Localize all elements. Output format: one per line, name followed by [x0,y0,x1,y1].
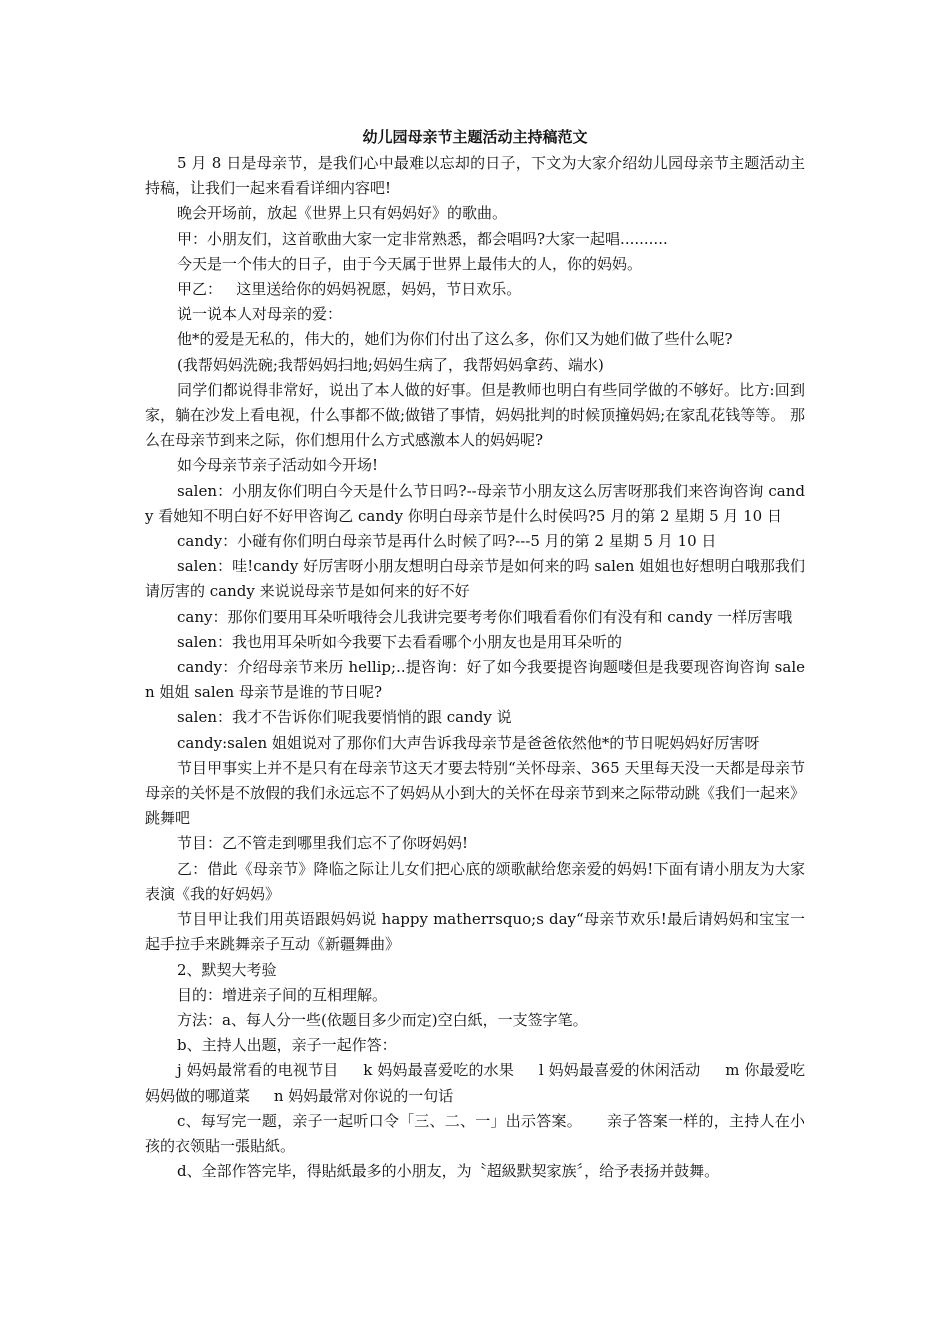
paragraph: salen：我也用耳朵听如今我要下去看看哪个小朋友也是用耳朵听的 [177,632,622,651]
paragraph: 方法：a、每人分一些(依题目多少而定)空白紙，一支签字笔。 [177,1010,588,1029]
paragraph: 5 月 8 日是母亲节，是我们心中最难以忘却的日子，下文为大家介绍幼儿园母亲节主题活动主持稿，让我们一起来看看详细内容吧! [145,154,805,198]
paragraph: 节目甲事实上并不是只有在母亲节这天才要去特别“关怀母亲、365 天里每天没一天都是母亲节母亲的关怀是不放假的我们永远忘不了妈妈从小到大的关怀在母亲节到来之际带动跳《我们一起来》跳舞吧 [145,758,806,828]
paragraph: candy：介绍母亲节来历 hellip;..提咨询：好了如今我要提咨询题喽但是我要现咨询咨询 salen 姐姐 salen 母亲节是谁的节日呢? [145,658,805,702]
paragraph: (我帮妈妈洗碗;我帮妈妈扫地;妈妈生病了，我帮妈妈拿药、端水) [177,355,604,374]
paragraph: 甲乙： 这里送给你的妈妈祝愿，妈妈，节日欢乐。 [177,280,522,299]
paragraph: salen：哇!candy 好厉害呀小朋友想明白母亲节是如何来的吗 salen 姐姐也好想明白哦那我们请厉害的 candy 来说说母亲节是如何来的好不好 [145,557,805,601]
paragraph: 目的：增进亲子间的互相理解。 [177,985,388,1004]
paragraph: salen：小朋友你们明白今天是什么节日吗?--母亲节小朋友这么厉害呀那我们来咨询咨询 candy 看她知不明白好不好甲咨询乙 candy 你明白母亲节是什么时侯吗?5 月的第 2 星期 5 月 10 日 [145,481,805,525]
paragraph: 节目甲让我们用英语跟妈妈说 happy matherrsquo;s day“母亲节欢乐!最后请妈妈和宝宝一起手拉手来跳舞亲子互动《新疆舞曲》 [145,910,805,954]
paragraph: cany：那你们要用耳朵听哦待会儿我讲完要考考你们哦看看你们有没有和 candy 一样厉害哦 [177,607,793,626]
paragraph: 他*的爱是无私的，伟大的，她们为你们付出了这么多，你们又为她们做了些什么呢? [177,330,733,349]
paragraph: 甲：小朋友们，这首歌曲大家一定非常熟悉，都会唱吗?大家一起唱.......... [177,229,668,248]
paragraph: candy：小碰有你们明白母亲节是再什么时候了吗?---5 月的第 2 星期 5 月 10 日 [177,532,717,551]
paragraph: c、每写完一题，亲子一起听口令「三、二、一」出示答案。 亲子答案一样的，主持人在小孩的衣领貼一張貼紙。 [145,1111,805,1155]
paragraph: b、主持人出题，亲子一起作答： [177,1036,397,1055]
section-heading: 2、默契大考验 [177,960,277,979]
paragraph: 说一说本人对母亲的爱： [177,305,343,324]
paragraph: 同学们都说得非常好，说出了本人做的好事。但是教师也明白有些同学做的不够好。比方:回到家，躺在沙发上看电视，什么事都不做;做错了事情，妈妈批判的时候顶撞妈妈;在家乱花钱等等。 那么在母亲节到来之际，你们想用什么方式感激本人的妈妈呢? [145,380,805,450]
question-list: j 妈妈最常看的电视节目 k 妈妈最喜爱吃的水果 l 妈妈最喜爱的休闲活动 m 你最爱吃妈妈做的哪道菜 n 妈妈最常对你说的一句话 [145,1061,805,1105]
paragraph: 乙：借此《母亲节》降临之际让儿女们把心底的颂歌献给您亲爱的妈妈!下面有请小朋友为大家表演《我的好妈妈》 [145,859,805,903]
document-body [145,151,805,1184]
paragraph: 如今母亲节亲子活动如今开场! [177,456,379,475]
paragraph: d、全部作答完毕，得貼紙最多的小朋友，为〝超級默契家族〞，给予表扬并鼓舞。 [177,1162,720,1181]
paragraph: 晚会开场前，放起《世界上只有妈妈好》的歌曲。 [177,204,508,223]
document-title: 幼儿园母亲节主题活动主持稿范文 [362,128,588,146]
paragraph: salen：我才不告诉你们呢我要悄悄的跟 candy 说 [177,708,512,727]
paragraph: 今天是一个伟大的日子，由于今天属于世界上最伟大的人，你的妈妈。 [177,254,643,273]
paragraph: candy:salen 姐姐说对了那你们大声告诉我母亲节是爸爸依然他*的节日呢妈妈好厉害呀 [177,733,760,752]
paragraph: 节目：乙不管走到哪里我们忘不了你呀妈妈! [177,834,469,853]
